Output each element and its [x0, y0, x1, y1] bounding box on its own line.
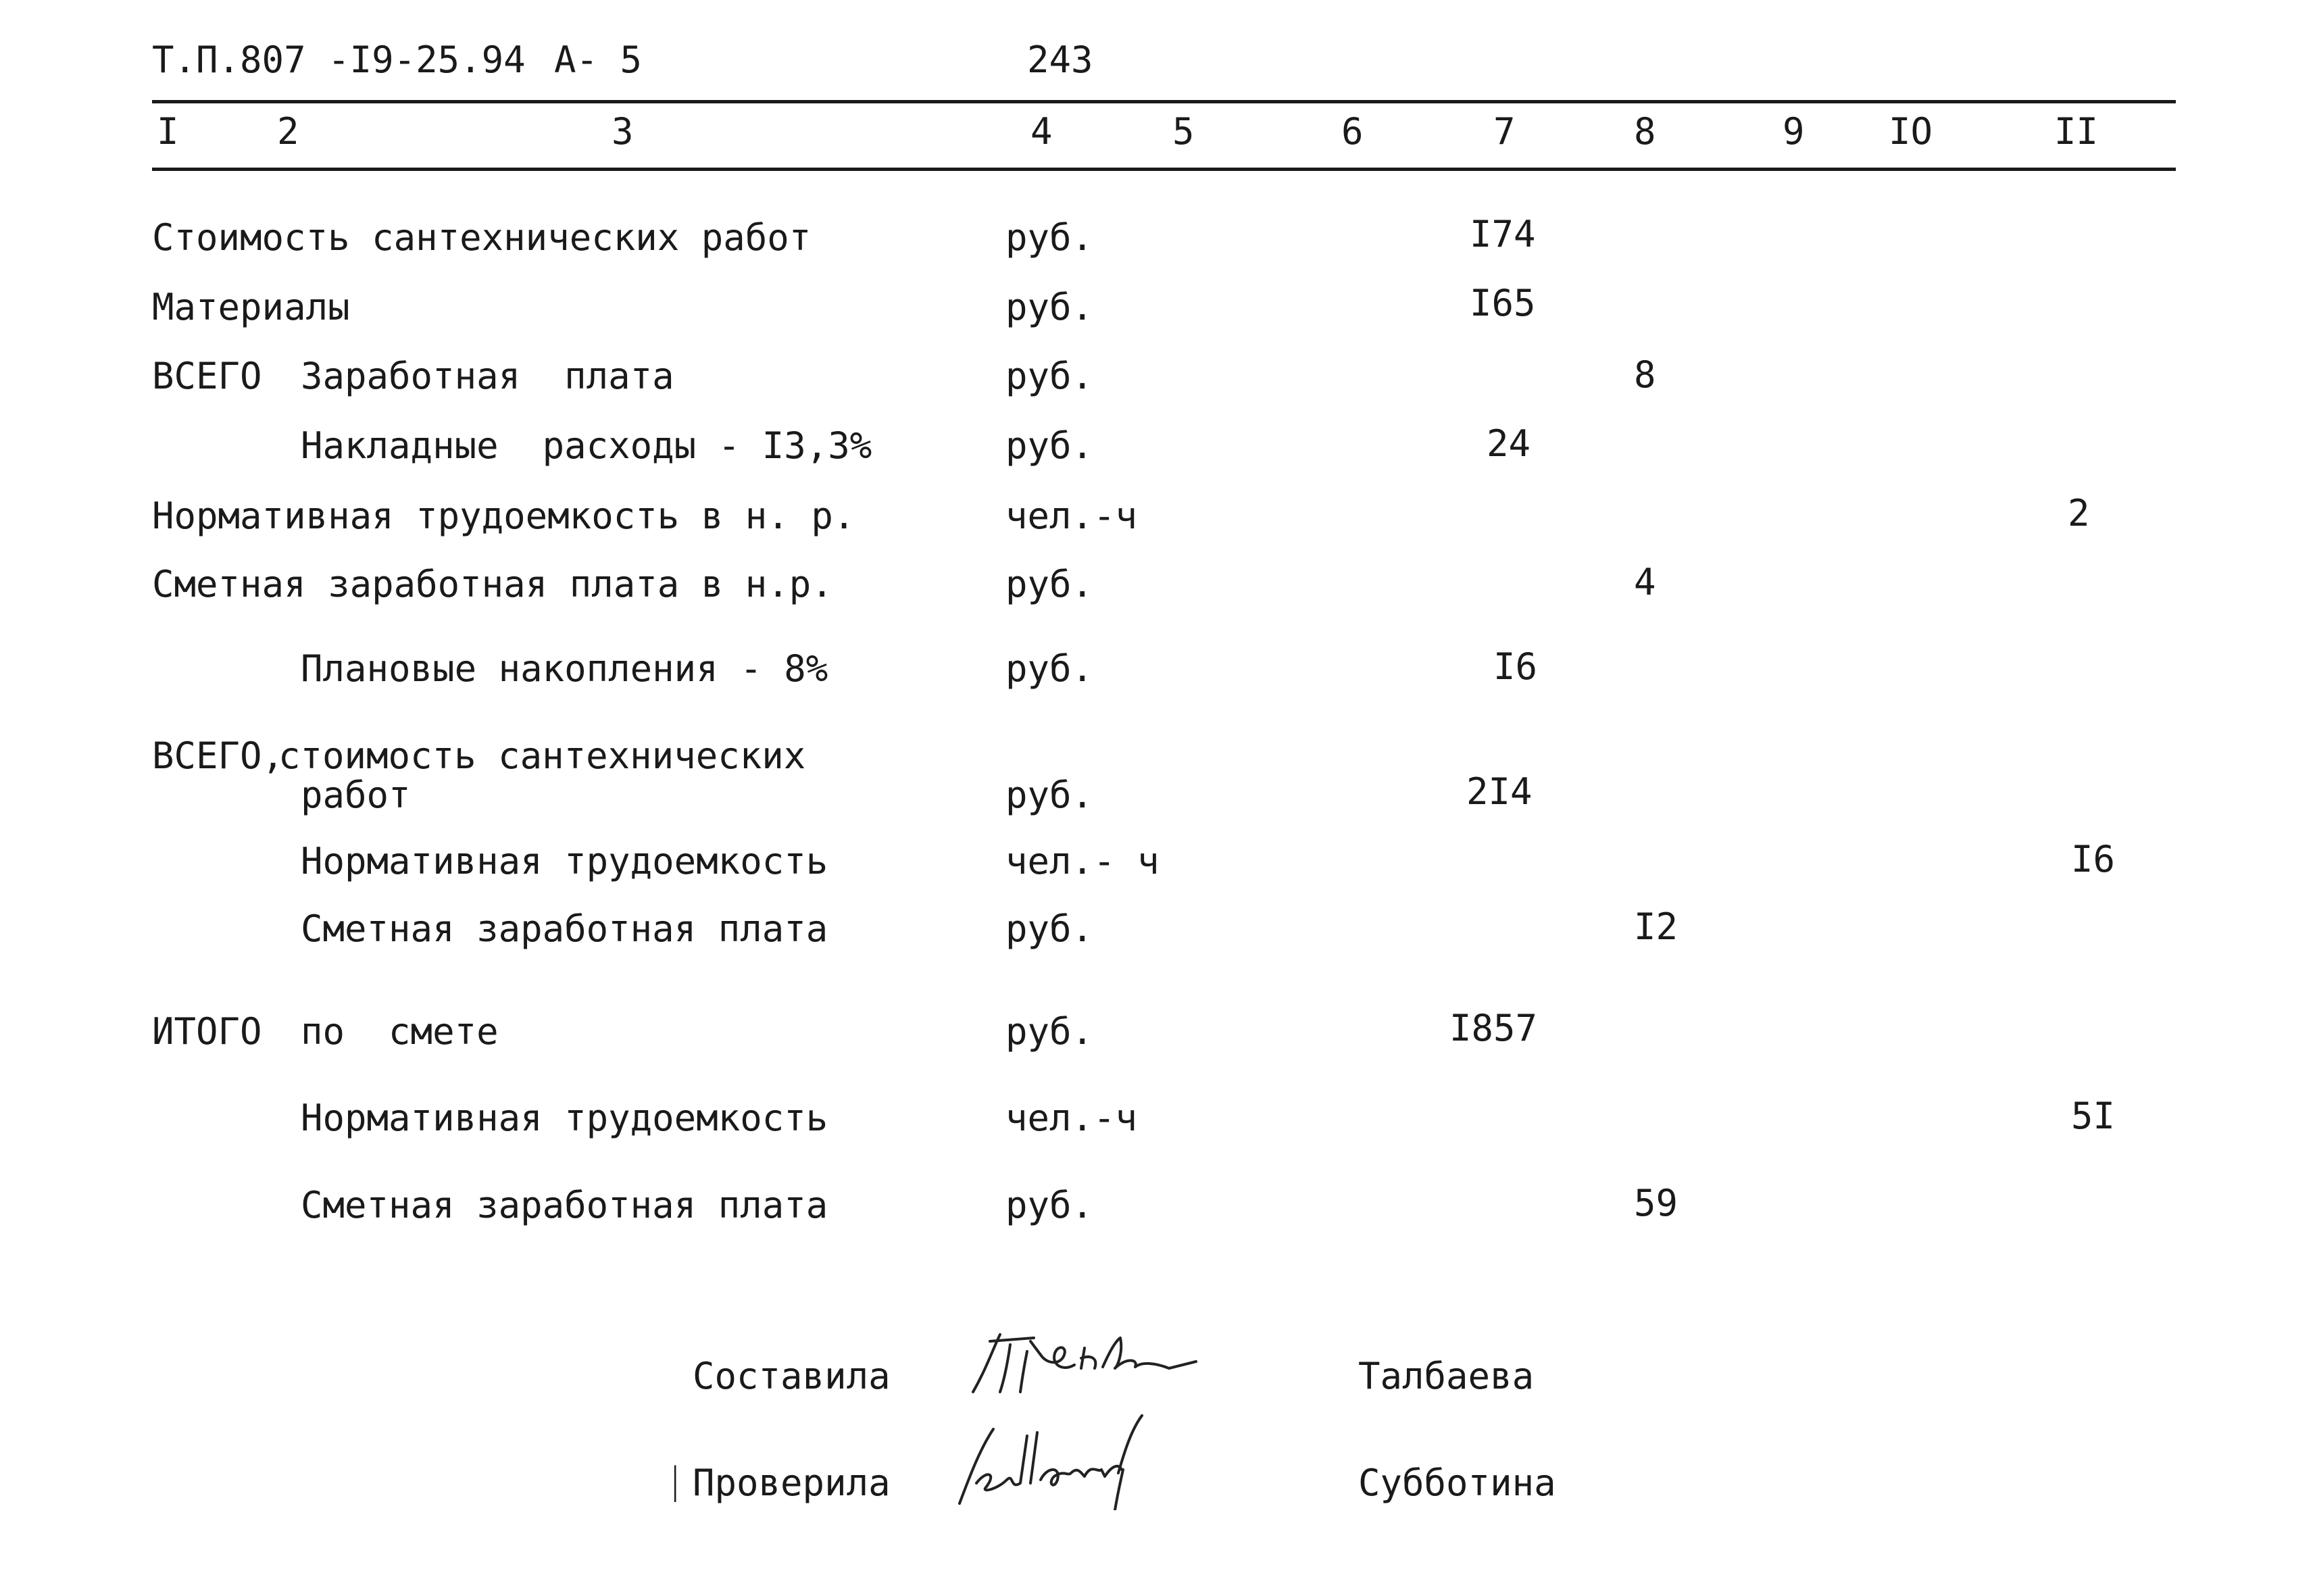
row-unit: руб. — [1005, 774, 1094, 816]
row-label: Стоимость сантехнических работ — [152, 216, 812, 259]
row-label: стоимость сантехнических — [278, 734, 806, 777]
row-label: Материалы — [152, 286, 350, 328]
row-col7: I74 — [1470, 213, 1536, 255]
row-unit: руб. — [1005, 907, 1094, 950]
row-col11: 5I — [2071, 1095, 2116, 1137]
header-bottom-rule — [152, 168, 2176, 171]
header-top-rule — [152, 100, 2176, 103]
page-number: 243 — [1027, 39, 1093, 81]
row-col8: 4 — [1634, 561, 1656, 603]
row-col8: I2 — [1634, 905, 1678, 948]
row-label: Сметная заработная плата в н.р. — [152, 563, 833, 605]
row-unit: чел.- ч — [1005, 840, 1160, 882]
row-prefix: ВСЕГО, — [152, 734, 284, 777]
row-col11: 2 — [2068, 492, 2090, 534]
row-label: по смете — [301, 1010, 499, 1053]
row-label-continued: работ — [301, 774, 411, 816]
compiled-by-label: Составила — [693, 1355, 891, 1397]
row-prefix: ИТОГО — [152, 1010, 262, 1053]
row-col11: I6 — [2071, 838, 2116, 880]
row-label: Сметная заработная плата — [301, 1184, 828, 1226]
row-col8: 59 — [1634, 1182, 1678, 1224]
row-unit: чел.-ч — [1005, 495, 1138, 537]
row-label: Нормативная трудоемкость — [301, 840, 828, 882]
column-header: I — [157, 110, 179, 153]
column-header: 3 — [612, 110, 634, 153]
column-header: 4 — [1030, 110, 1053, 153]
row-col7: 2I4 — [1466, 770, 1533, 813]
column-header: II — [2054, 110, 2099, 153]
column-header: 5 — [1172, 110, 1195, 153]
compiled-by-name: Талбаева — [1358, 1355, 1535, 1397]
row-unit: чел.-ч — [1005, 1097, 1138, 1139]
row-prefix: ВСЕГО — [152, 355, 262, 397]
row-label: Нормативная трудоемкость — [301, 1097, 828, 1139]
row-unit: руб. — [1005, 286, 1094, 328]
column-header: 8 — [1634, 110, 1656, 153]
row-unit: руб. — [1005, 355, 1094, 397]
row-unit: руб. — [1005, 1184, 1094, 1226]
row-label: Нормативная трудоемкость в н. р. — [152, 495, 855, 537]
column-header: 9 — [1783, 110, 1805, 153]
row-col7: 24 — [1487, 422, 1531, 465]
row-unit: руб. — [1005, 216, 1094, 259]
row-unit: руб. — [1005, 647, 1094, 690]
checked-by-name: Субботина — [1358, 1462, 1556, 1504]
row-label: Заработная плата — [301, 355, 674, 397]
row-col7: I65 — [1470, 282, 1536, 324]
row-label: Сметная заработная плата — [301, 907, 828, 950]
row-col7: I857 — [1449, 1007, 1538, 1049]
margin-mark: | — [669, 1460, 682, 1502]
handwritten-signature-compiled — [946, 1328, 1203, 1402]
row-col7: I6 — [1493, 645, 1538, 688]
column-header: 6 — [1341, 110, 1364, 153]
column-header: 2 — [277, 110, 299, 153]
row-label: Плановые накопления - 8% — [301, 647, 828, 690]
row-label: Накладные расходы - I3,3% — [301, 424, 872, 467]
column-header: 7 — [1493, 110, 1516, 153]
row-unit: руб. — [1005, 424, 1094, 467]
album-number: А- 5 — [554, 39, 643, 81]
checked-by-label: Проверила — [693, 1462, 891, 1504]
row-col8: 8 — [1634, 353, 1656, 396]
column-header: IO — [1889, 110, 1933, 153]
row-unit: руб. — [1005, 1010, 1094, 1053]
row-unit: руб. — [1005, 563, 1094, 605]
doc-code: Т.П.807 -I9-25.94 — [152, 39, 526, 81]
handwritten-signature-checked — [946, 1409, 1176, 1510]
